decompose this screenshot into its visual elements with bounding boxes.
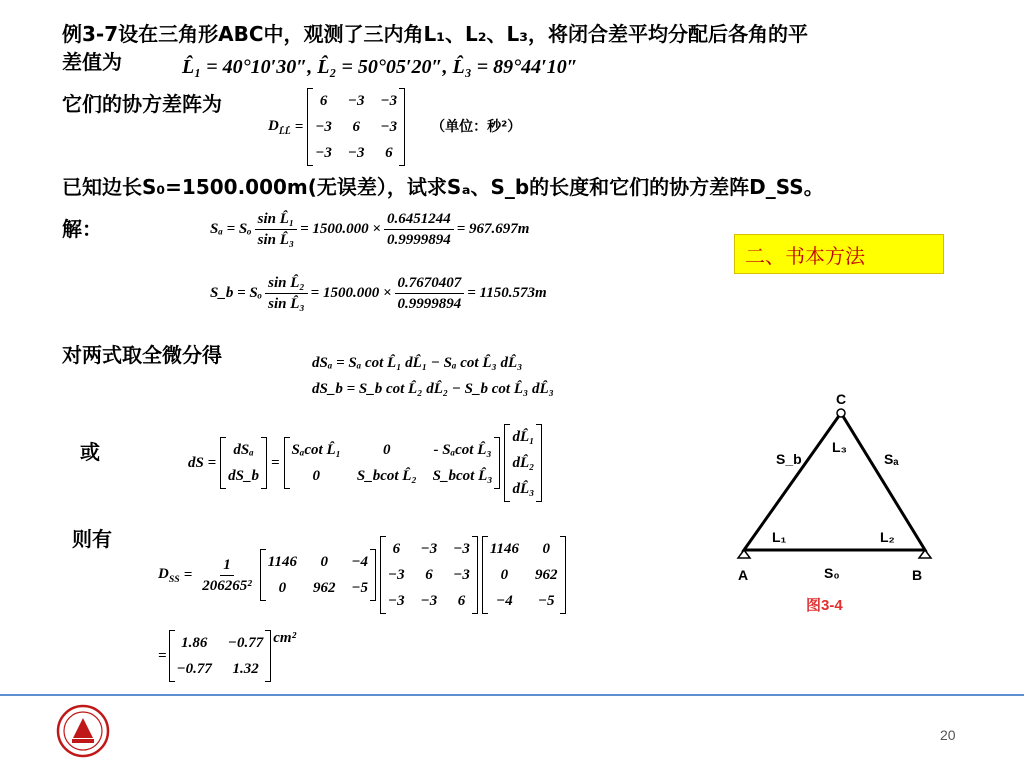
footer-divider xyxy=(0,694,1024,696)
university-logo-icon xyxy=(56,704,110,758)
figure-caption: 图3-4 xyxy=(806,597,843,614)
or-label: 或 xyxy=(80,440,100,464)
problem-title: 例3-7设在三角形ABC中，观测了三内角L₁、L₂、L₃，将闭合差平均分配后各角的平 xyxy=(62,22,809,46)
ds-vector: dSₐ dS_b xyxy=(220,437,267,489)
matrix-cov: 6 −3 −3 −3 6 −3 −3 −3 6 xyxy=(380,536,478,614)
unit-seconds: （单位：秒²） xyxy=(431,119,522,135)
adjusted-angles: L̂₁ = 40°10′30″, L̂₂ = 50°05′20″, L̂₃ = 89°44′10″ xyxy=(182,56,578,78)
vertex-b-label: B xyxy=(912,567,923,583)
result-matrix: 1.86 −0.77 −0.77 1.32 xyxy=(169,630,272,682)
ds-matrix-equation: dS = dSₐ dS_b = Sₐcot L̂₁ 0 - Sₐcot L̂₃ 0 S_bcot L̂₂ S_bcot L̂₃ dL̂₁ dL̂₂ dL̂₃ xyxy=(188,424,542,502)
side-s0-label: S₀ xyxy=(824,565,840,581)
page-number: 20 xyxy=(940,727,956,743)
method-badge: 二、书本方法 xyxy=(734,234,944,274)
coefficient-matrix: Sₐcot L̂₁ 0 - Sₐcot L̂₃ 0 S_bcot L̂₂ S_bcot L̂₃ xyxy=(284,437,501,489)
dss-symbol: $D_{SS}$ xyxy=(158,565,180,585)
covariance-matrix: 6 −3 −3 −3 6 −3 −3 −3 6 xyxy=(307,88,405,166)
cov-symbol: $D_{L̂L̂}$ xyxy=(268,117,291,137)
differential-equations: dSₐ = Sₐ cot L̂₁ dL̂₁ − Sₐ cot L̂₃ dL̂₃ dS_b = S_b cot L̂₂ dL̂₂ − S_b cot L̂₃ dL̂₃ xyxy=(312,355,554,397)
side-sa-label: Sₐ xyxy=(884,451,899,467)
covariance-label: 它们的协方差阵为 xyxy=(62,92,222,116)
sb-equation: S_b = Sₒ $\frac{\text{sin L̂₂}}{\text{sin L̂₃}}$ = 1500.000 × $\frac{0.7670407}{0.9999894}$ = 1150.573m xyxy=(210,275,547,312)
vertex-c-mark xyxy=(837,409,845,417)
angle-l1-label: L₁ xyxy=(772,529,787,545)
result-equation: = 1.86 −0.77 −0.77 1.32 cm² xyxy=(158,630,296,682)
sa-equation: Sₐ = Sₒ $\frac{\text{sin L̂₁}}{\text{sin L̂₃}}$ = 1500.000 × $\frac{0.6451244}{0.9999894}$ = 967.697m xyxy=(210,211,530,248)
known-statement: 已知边长S₀=1500.000m(无误差），试求Sₐ、S_b的长度和它们的协方差阵D_SS。 xyxy=(62,175,824,199)
triangle-figure xyxy=(720,384,950,624)
angle-l2-label: L₂ xyxy=(880,529,895,545)
dl-vector: dL̂₁ dL̂₂ dL̂₃ xyxy=(504,424,542,502)
side-sb-label: S_b xyxy=(776,451,802,467)
vertex-c-label: C xyxy=(836,391,847,407)
matrix-a: 1146 0 −4 0 962 −5 xyxy=(260,549,376,601)
solution-label: 解： xyxy=(62,217,102,241)
then-label: 则有 xyxy=(72,527,112,551)
vertex-a-label: A xyxy=(738,567,749,583)
angle-l3-label: L₃ xyxy=(832,439,848,455)
problem-title-cont: 差值为 xyxy=(62,50,122,74)
dss-equation: $D_{SS}$ = $\frac{1}{\text{206265²}}$ 1146 0 −4 0 962 −5 6 −3 −3 −3 6 −3 −3 −3 6 1146 0 0 962 −4 −5 xyxy=(158,536,568,614)
differential-label: 对两式取全微分得 xyxy=(62,343,222,367)
covariance-matrix-block: $D_{L̂L̂}$ = 6 −3 −3 −3 6 −3 −3 −3 6 （单位：秒²） xyxy=(268,88,521,166)
matrix-a-transpose: 1146 0 0 962 −4 −5 xyxy=(482,536,566,614)
